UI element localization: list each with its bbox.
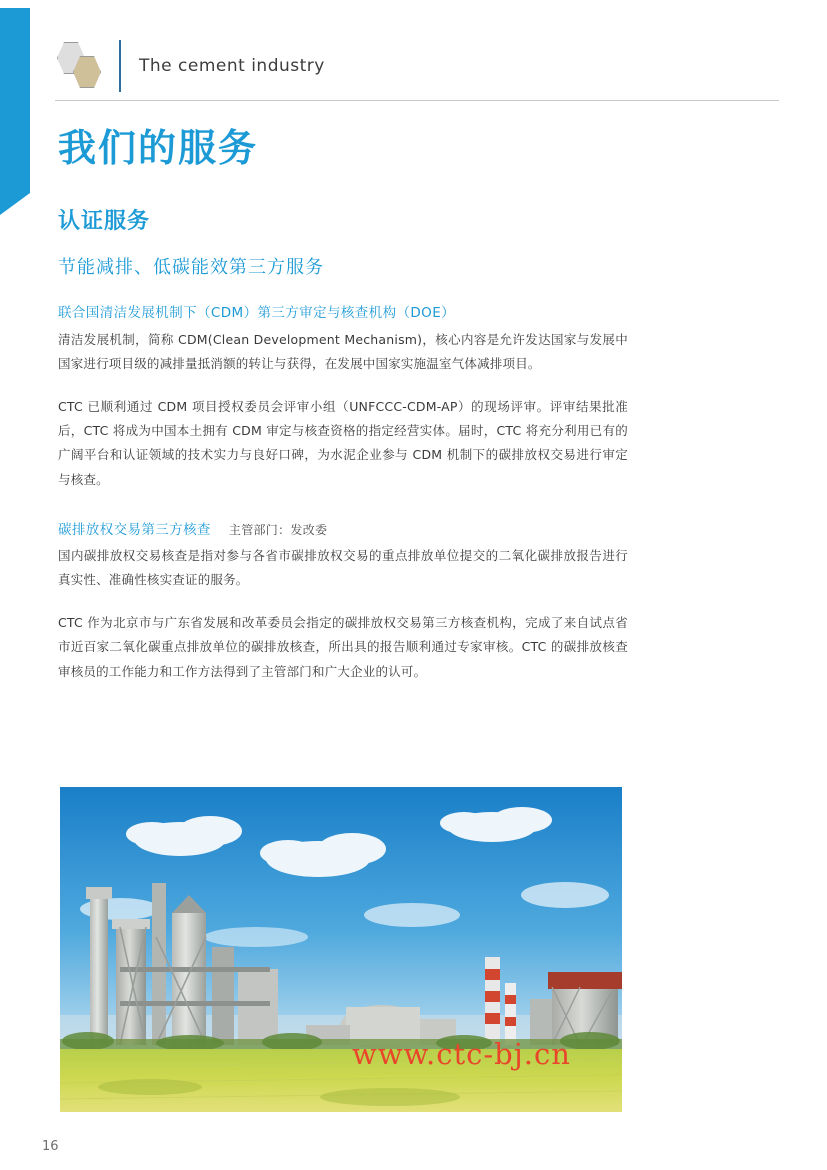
block1-paragraph-1: 清洁发展机制，简称 CDM(Clean Development Mechanism)，核心内容是允许发达国家与发展中国家进行项目级的减排量抵消额的转让与获得，在发展中国家实施温室气体减排项目。 xyxy=(58,331,628,372)
header-rule xyxy=(55,100,779,101)
block2-heading-note: 主管部门：发改委 xyxy=(228,523,328,538)
block1-paragraph-2: CTC 已顺利通过 CDM 项目授权委员会评审小组（UNFCCC-CDM-AP）的现场评审。评审结果批准后，CTC 将成为中国本土拥有 CDM 审定与核查资格的指定经营实体。届时，CTC 将充分利用已有的广阔平台和认证领域的技术实力与良好口碑，为水泥企业参与 CDM 机制下的碳排放权交易进行审定与核查。 xyxy=(58,398,628,487)
block2-heading: 碳排放权交易第三方核查 xyxy=(58,522,211,539)
page-header xyxy=(55,38,775,94)
cement-plant-photo xyxy=(60,787,622,1112)
main-content xyxy=(58,128,628,702)
block2-paragraph-2: CTC 作为北京市与广东省发展和改革委员会指定的碳排放权交易第三方核查机构，完成了来自试点省市近百家二氧化碳重点排放单位的碳排放核查，所出具的报告顺利通过专家审核。CTC 的碳排放核查审核员的工作能力和工作方法得到了主管部门和广大企业的认可。 xyxy=(58,614,628,679)
page-number: 16 xyxy=(42,1139,59,1154)
photo-watermark: www.ctc-bj.cn xyxy=(352,1037,571,1071)
header-title: The cement industry xyxy=(139,56,325,76)
block2-paragraph-1: 国内碳排放权交易核查是指对参与各省市碳排放权交易的重点排放单位提交的二氧化碳排放报告进行真实性、准确性核实查证的服务。 xyxy=(58,548,628,588)
hexagon-pair-icon xyxy=(55,40,111,92)
block2-heading-row xyxy=(58,518,628,538)
section-title: 认证服务 xyxy=(58,208,151,234)
header-divider xyxy=(119,40,121,92)
page-title: 我们的服务 xyxy=(58,126,259,170)
cement-plant-illustration xyxy=(60,787,622,1112)
section-subtitle: 节能减排、低碳能效第三方服务 xyxy=(58,256,324,278)
block1-heading: 联合国清洁发展机制下（CDM）第三方审定与核查机构（DOE） xyxy=(58,304,456,321)
page-edge-tab xyxy=(0,8,30,193)
